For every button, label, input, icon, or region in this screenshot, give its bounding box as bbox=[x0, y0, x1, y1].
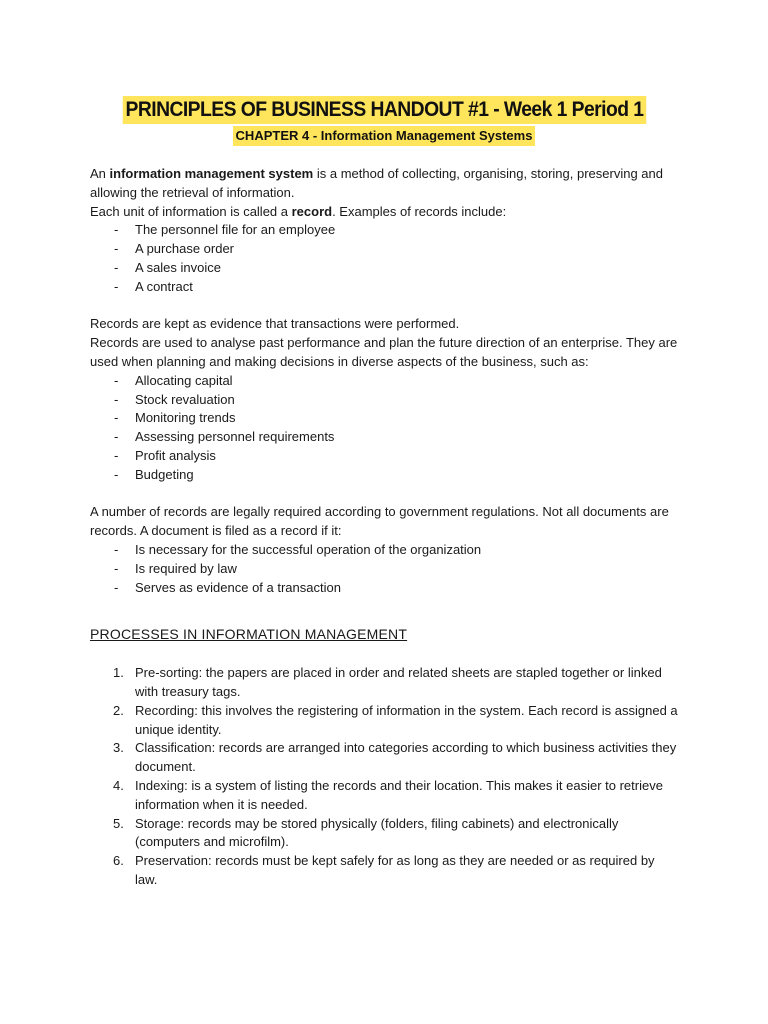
list-item: - Is necessary for the successful operation of the organization bbox=[90, 541, 680, 560]
step-number: 3. bbox=[113, 740, 124, 756]
list-item: - Allocating capital bbox=[90, 372, 680, 391]
step-text: Recording: this involves the registering of information in the system. Each record is assigned a unique identity. bbox=[135, 702, 678, 737]
title-container bbox=[0, 96, 768, 124]
step-text: Preservation: records must be kept safely for as long as they are needed or as required by law. bbox=[135, 853, 655, 887]
list-item: - The personnel file for an employee bbox=[90, 221, 680, 240]
uses-list bbox=[90, 372, 680, 485]
section-heading-processes: PROCESSES IN INFORMATION MANAGEMENT bbox=[90, 626, 408, 643]
list-item bbox=[90, 852, 680, 890]
intro-text-post: is a method of collecting, organising, storing, preserving and allowing the retrieval of information. bbox=[90, 166, 663, 200]
subtitle-container bbox=[0, 126, 768, 146]
page-title: PRINCIPLES OF BUSINESS HANDOUT #1 - Week 1 Period 1 bbox=[122, 96, 645, 124]
step-text: Classification: records are arranged into categories according to which business activities they document. bbox=[135, 740, 677, 775]
record-examples-list bbox=[90, 221, 680, 296]
list-item: - Stock revaluation bbox=[90, 391, 680, 410]
step-number: 4. bbox=[113, 777, 124, 793]
list-item: - Serves as evidence of a transaction bbox=[90, 579, 680, 598]
list-item bbox=[90, 664, 680, 702]
list-item: - A sales invoice bbox=[90, 259, 680, 278]
step-number: 6. bbox=[113, 853, 124, 869]
record-term-bold: record bbox=[291, 203, 333, 219]
intro-term-bold: information management system bbox=[109, 166, 314, 181]
evidence-paragraph: Records are kept as evidence that transactions were performed. bbox=[90, 316, 460, 332]
step-number: 2. bbox=[113, 702, 124, 718]
step-text: Pre-sorting: the papers are placed in order and related sheets are stapled together or linked with treasury tags. bbox=[135, 665, 662, 699]
list-item: - Monitoring trends bbox=[90, 409, 680, 428]
step-number: 1. bbox=[113, 665, 124, 681]
document-body bbox=[90, 165, 680, 890]
processes-list bbox=[90, 664, 680, 890]
step-number: 5. bbox=[113, 815, 124, 831]
list-item: - Profit analysis bbox=[90, 447, 680, 466]
record-text-post: . Examples of records include: bbox=[332, 203, 507, 219]
list-item bbox=[90, 815, 680, 853]
list-item bbox=[90, 702, 680, 740]
list-item bbox=[90, 739, 680, 777]
uses-paragraph: Records are used to analyse past performance and plan the future direction of an enterprise. They are used when planning and making decisions in diverse aspects of the business, such as: bbox=[90, 335, 678, 369]
list-item: - Is required by law bbox=[90, 560, 680, 579]
legal-paragraph: A number of records are legally required according to government regulations. Not all documents are records. A document is filed as a record if it: bbox=[90, 504, 669, 539]
intro-paragraph bbox=[90, 165, 680, 203]
step-text: Storage: records may be stored physically (folders, filing cabinets) and electronically (computers and microfilm). bbox=[135, 815, 619, 850]
list-item: - Assessing personnel requirements bbox=[90, 428, 680, 447]
list-item: - A contract bbox=[90, 278, 680, 297]
record-paragraph bbox=[90, 203, 680, 222]
list-item: - A purchase order bbox=[90, 240, 680, 259]
legal-criteria-list bbox=[90, 541, 680, 597]
intro-text-pre: An bbox=[90, 166, 110, 181]
chapter-subtitle: CHAPTER 4 - Information Management Systems bbox=[233, 126, 536, 146]
list-item: - Budgeting bbox=[90, 466, 680, 485]
step-text: Indexing: is a system of listing the records and their location. This makes it easier to retrieve information when it is needed. bbox=[135, 777, 663, 812]
list-item bbox=[90, 777, 680, 815]
record-text-pre: Each unit of information is called a bbox=[90, 203, 292, 219]
